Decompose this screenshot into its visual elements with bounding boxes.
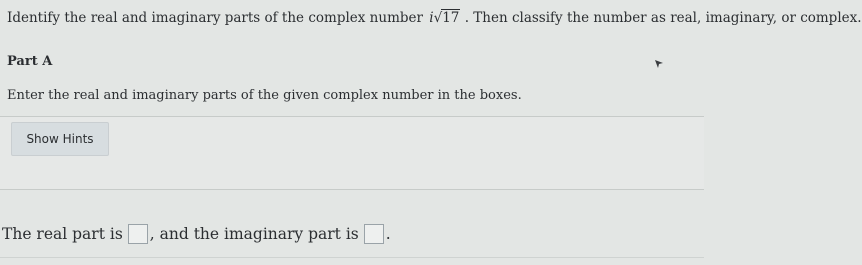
imaginary-unit: i bbox=[429, 10, 434, 26]
real-part-label: The real part is bbox=[2, 225, 123, 243]
divider bbox=[0, 257, 704, 258]
part-title: Part A bbox=[7, 54, 53, 69]
square-root bbox=[434, 9, 461, 27]
question-text-after: . Then classify the number as real, imaginary, or complex. bbox=[464, 10, 862, 26]
complex-number bbox=[429, 10, 464, 26]
part-instructions: Enter the real and imaginary parts of the given complex number in the boxes. bbox=[7, 88, 522, 103]
answer-row bbox=[2, 224, 391, 244]
sentence-end: . bbox=[385, 225, 391, 243]
question-text-before: Identify the real and imaginary parts of the complex number bbox=[7, 10, 423, 26]
radicand: 17 bbox=[442, 10, 460, 26]
question-prompt bbox=[7, 9, 862, 27]
real-part-input[interactable] bbox=[128, 224, 148, 244]
radical-sign-icon: √ bbox=[433, 10, 443, 26]
mouse-cursor-icon bbox=[654, 59, 664, 69]
imaginary-part-input[interactable] bbox=[364, 224, 384, 244]
show-hints-button[interactable]: Show Hints bbox=[11, 122, 109, 156]
imaginary-part-label: , and the imaginary part is bbox=[149, 225, 359, 243]
